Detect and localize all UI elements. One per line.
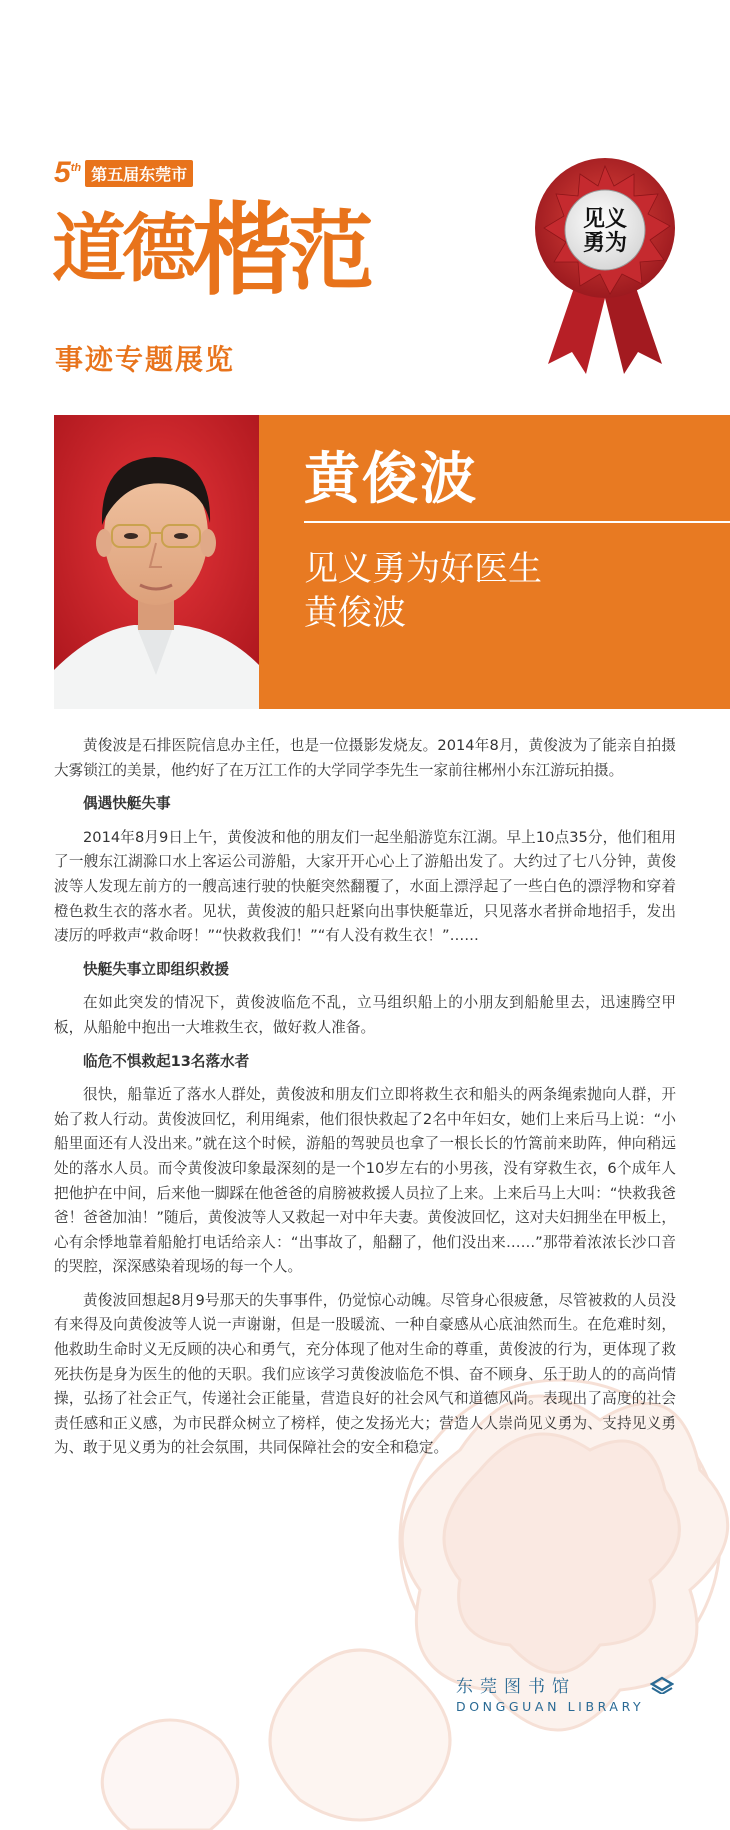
section-heading: 偶遇快艇失事 — [83, 795, 171, 813]
article-paragraph: 黄俊波是石排医院信息办主任，也是一位摄影发烧友。2014年8月，黄俊波为了能亲自拍摄大雾锁江的美景，他约好了在万江工作的大学同学李先生一家前往郴州小东江游玩拍摄。 — [54, 737, 676, 779]
profile-banner — [54, 415, 730, 709]
library-logo-icon — [650, 1674, 674, 1694]
person-name: 黄俊波 — [304, 447, 478, 512]
title-part-daode: 道德 — [52, 206, 192, 292]
title-part-fan: 范 — [288, 201, 370, 302]
library-logo-text — [456, 1672, 644, 1714]
article-paragraph: 2014年8月9日上午，黄俊波和他的朋友们一起坐船游览东江湖。早上10点35分，他们租用了一艘东江湖滁口水上客运公司游船，大家开开心心上了游船出发了。大约过了七八分钟，黄俊波等人发现左前方的一艘高速行驶的快艇突然翻覆了，水面上漂浮起了一些白色的漂浮物和穿着橙色救生衣的落水者。见状，黄俊波的船只赶紧向出事快艇靠近，只见落水者拼命地招手，发出凄厉的呼救声“救命呀！”“快救救我们！”“有人没有救生衣！”…… — [54, 828, 676, 945]
article-paragraph: 在如此突发的情况下，黄俊波临危不乱，立马组织船上的小朋友到船舱里去，迅速腾空甲板，从船舱中抱出一大堆救生衣，做好救人准备。 — [54, 994, 676, 1036]
article-paragraph: 黄俊波回想起8月9号那天的失事事件，仍觉惊心动魄。尽管身心很疲惫，尽管被救的人员没有来得及向黄俊波等人说一声谢谢，但是一股暖流、一种自豪感从心底油然而生。在危难时刻，他救助生命时义无反顾的决心和勇气，充分体现了他对生命的尊重，黄俊波的行为，更体现了救死扶伤是身为医生的他的天职。我们应该学习黄俊波临危不惧、奋不顾身、乐于助人的的高尚情操，弘扬了社会正气，传递社会正能量，营造良好的社会风气和道德风尚。表现出了高度的社会责任感和正义感，为市民群众树立了榜样，使之发扬光大；营造人人崇尚见义勇为、支持见义勇为、敢于见义勇为的社会氛围，共同保障社会的安全和稳定。 — [54, 1291, 676, 1457]
library-name-en: DONGGUAN LIBRARY — [456, 1699, 645, 1714]
edition-number: 5th — [54, 156, 82, 189]
article-paragraph: 很快，船靠近了落水人群处，黄俊波和朋友们立即将救生衣和船头的两条绳索抛向人群，开始了救人行动。黄俊波回忆，利用绳索，他们很快救起了2名中年妇女，她们上来后马上说：“小船里面还有人没出来。”就在这个时候，游船的驾驶员也拿了一根长长的竹篙前来助阵，伸向稍远处的落水人员。而令黄俊波印象最深刻的是一个10岁左右的小男孩，没有穿救生衣，6个成年人把他护在中间，后来他一脚踩在他爸爸的肩膀被救援人员拉了上来。上来后马上大叫：“快救我爸爸！爸爸加油！”随后，黄俊波等人又救起一对中年夫妻。黄俊波回忆，这对夫妇拥坐在甲板上，心有余悸地靠着船舱打电话给亲人：“出事故了，船翻了，他们没出来……”那带着浓浓长沙口音的哭腔，深深感染着现场的每一个人。 — [54, 1086, 676, 1276]
portrait-photo — [54, 415, 259, 709]
exhibition-subtitle: 事迹专题展览 — [55, 343, 236, 376]
main-title — [52, 190, 370, 334]
edition-label — [54, 156, 193, 190]
section-heading: 临危不惧救起13名落水者 — [83, 1052, 250, 1070]
honor-name: 黄俊波 — [304, 593, 406, 633]
divider-line — [304, 521, 730, 523]
library-name-cn: 东莞图书馆 — [456, 1677, 576, 1697]
edition-text: 第五届东莞市 — [85, 160, 193, 187]
section-heading: 快艇失事立即组织救援 — [83, 960, 229, 978]
medal-text-line1: 见义 — [582, 207, 628, 232]
name-panel — [259, 415, 730, 709]
honor-title: 见义勇为好医生 — [304, 549, 542, 589]
medal-rosette-badge — [530, 156, 680, 376]
article-body — [54, 734, 676, 1470]
medal-text-line2: 勇为 — [582, 231, 628, 256]
title-part-kai: 楷 — [192, 191, 288, 309]
